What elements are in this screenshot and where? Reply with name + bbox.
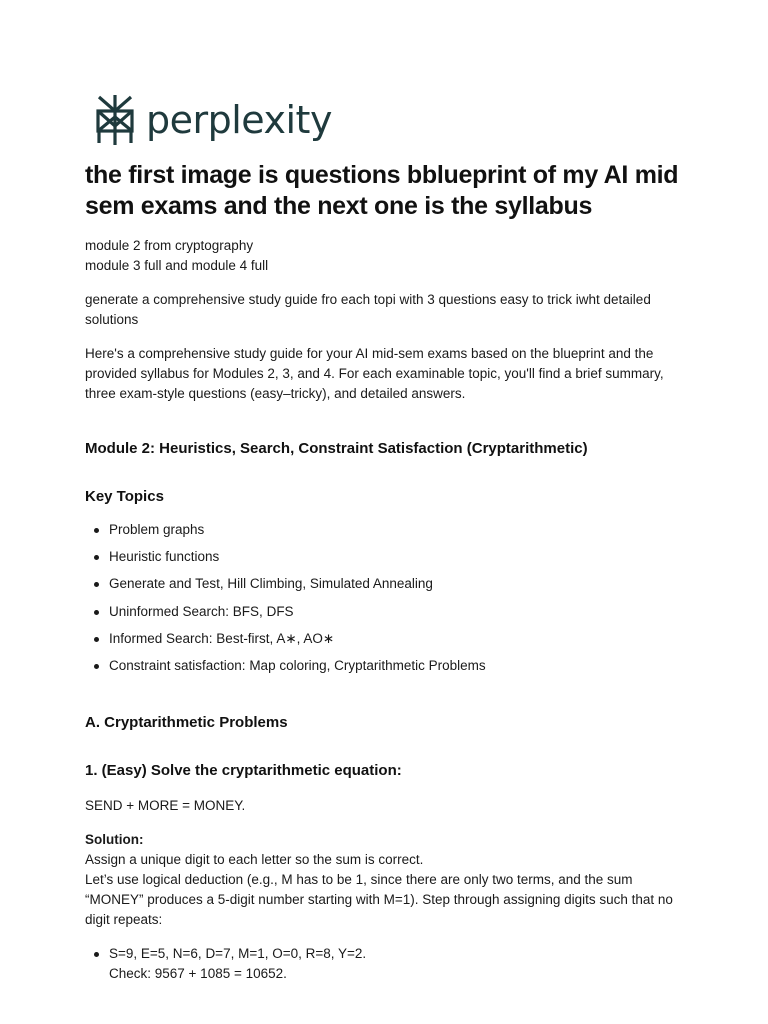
solution-line: Assign a unique digit to each letter so the sum is correct.	[85, 851, 424, 867]
query-lines	[85, 236, 685, 276]
list-item: Heuristic functions	[109, 547, 685, 567]
key-topics-heading: Key Topics	[85, 488, 164, 505]
solution-line: Let’s use logical deduction (e.g., M has to be 1, since there are only two terms, and the sum “MONEY” produces a 5-digit number starting with M=1). Step through assigning digits such that no digit repeats:	[85, 871, 673, 927]
answer-intro: Here's a comprehensive study guide for your AI mid-sem exams based on the blueprint and the provided syllabus for Modules 2, 3, and 4. For each examinable topic, you'll find a brief summary, three exam-style questions (easy–tricky), and detailed answers.	[85, 346, 664, 401]
solution-check: Check: 9567 + 1085 = 10652.	[109, 965, 287, 981]
list-item: Uninformed Search: BFS, DFS	[109, 602, 685, 622]
question-heading: 1. (Easy) Solve the cryptarithmetic equation:	[85, 761, 402, 779]
query-line: module 3 full and module 4 full	[85, 258, 269, 273]
page-title: the first image is questions bblueprint of my AI mid sem exams and the next one is the syllabus	[85, 161, 679, 220]
key-topics-list	[85, 520, 685, 676]
query-request: generate a comprehensive study guide fro each topi with 3 questions easy to trick iwht detailed solutions	[85, 292, 651, 327]
list-item: Informed Search: Best-first, A∗, AO∗	[109, 629, 685, 649]
list-item: Constraint satisfaction: Map coloring, Cryptarithmetic Problems	[109, 656, 685, 676]
list-item: Generate and Test, Hill Climbing, Simulated Annealing	[109, 574, 685, 594]
solution-assignment: S=9, E=5, N=6, D=7, M=1, O=0, R=8, Y=2.	[109, 945, 367, 961]
perplexity-logo-icon	[94, 93, 136, 147]
perplexity-logo	[94, 92, 332, 148]
section-a-heading: A. Cryptarithmetic Problems	[85, 713, 288, 731]
equation-text: SEND + MORE = MONEY.	[85, 797, 246, 813]
query-line: module 2 from cryptography	[85, 238, 254, 253]
solution-text	[85, 850, 685, 930]
list-item: Problem graphs	[109, 520, 685, 540]
module-heading: Module 2: Heuristics, Search, Constraint Satisfaction (Cryptarithmetic)	[85, 440, 588, 457]
document-content	[85, 160, 685, 984]
solution-list	[85, 944, 685, 984]
logo-wordmark: perplexity	[146, 98, 332, 142]
list-item	[109, 944, 685, 984]
solution-label: Solution:	[85, 831, 144, 847]
